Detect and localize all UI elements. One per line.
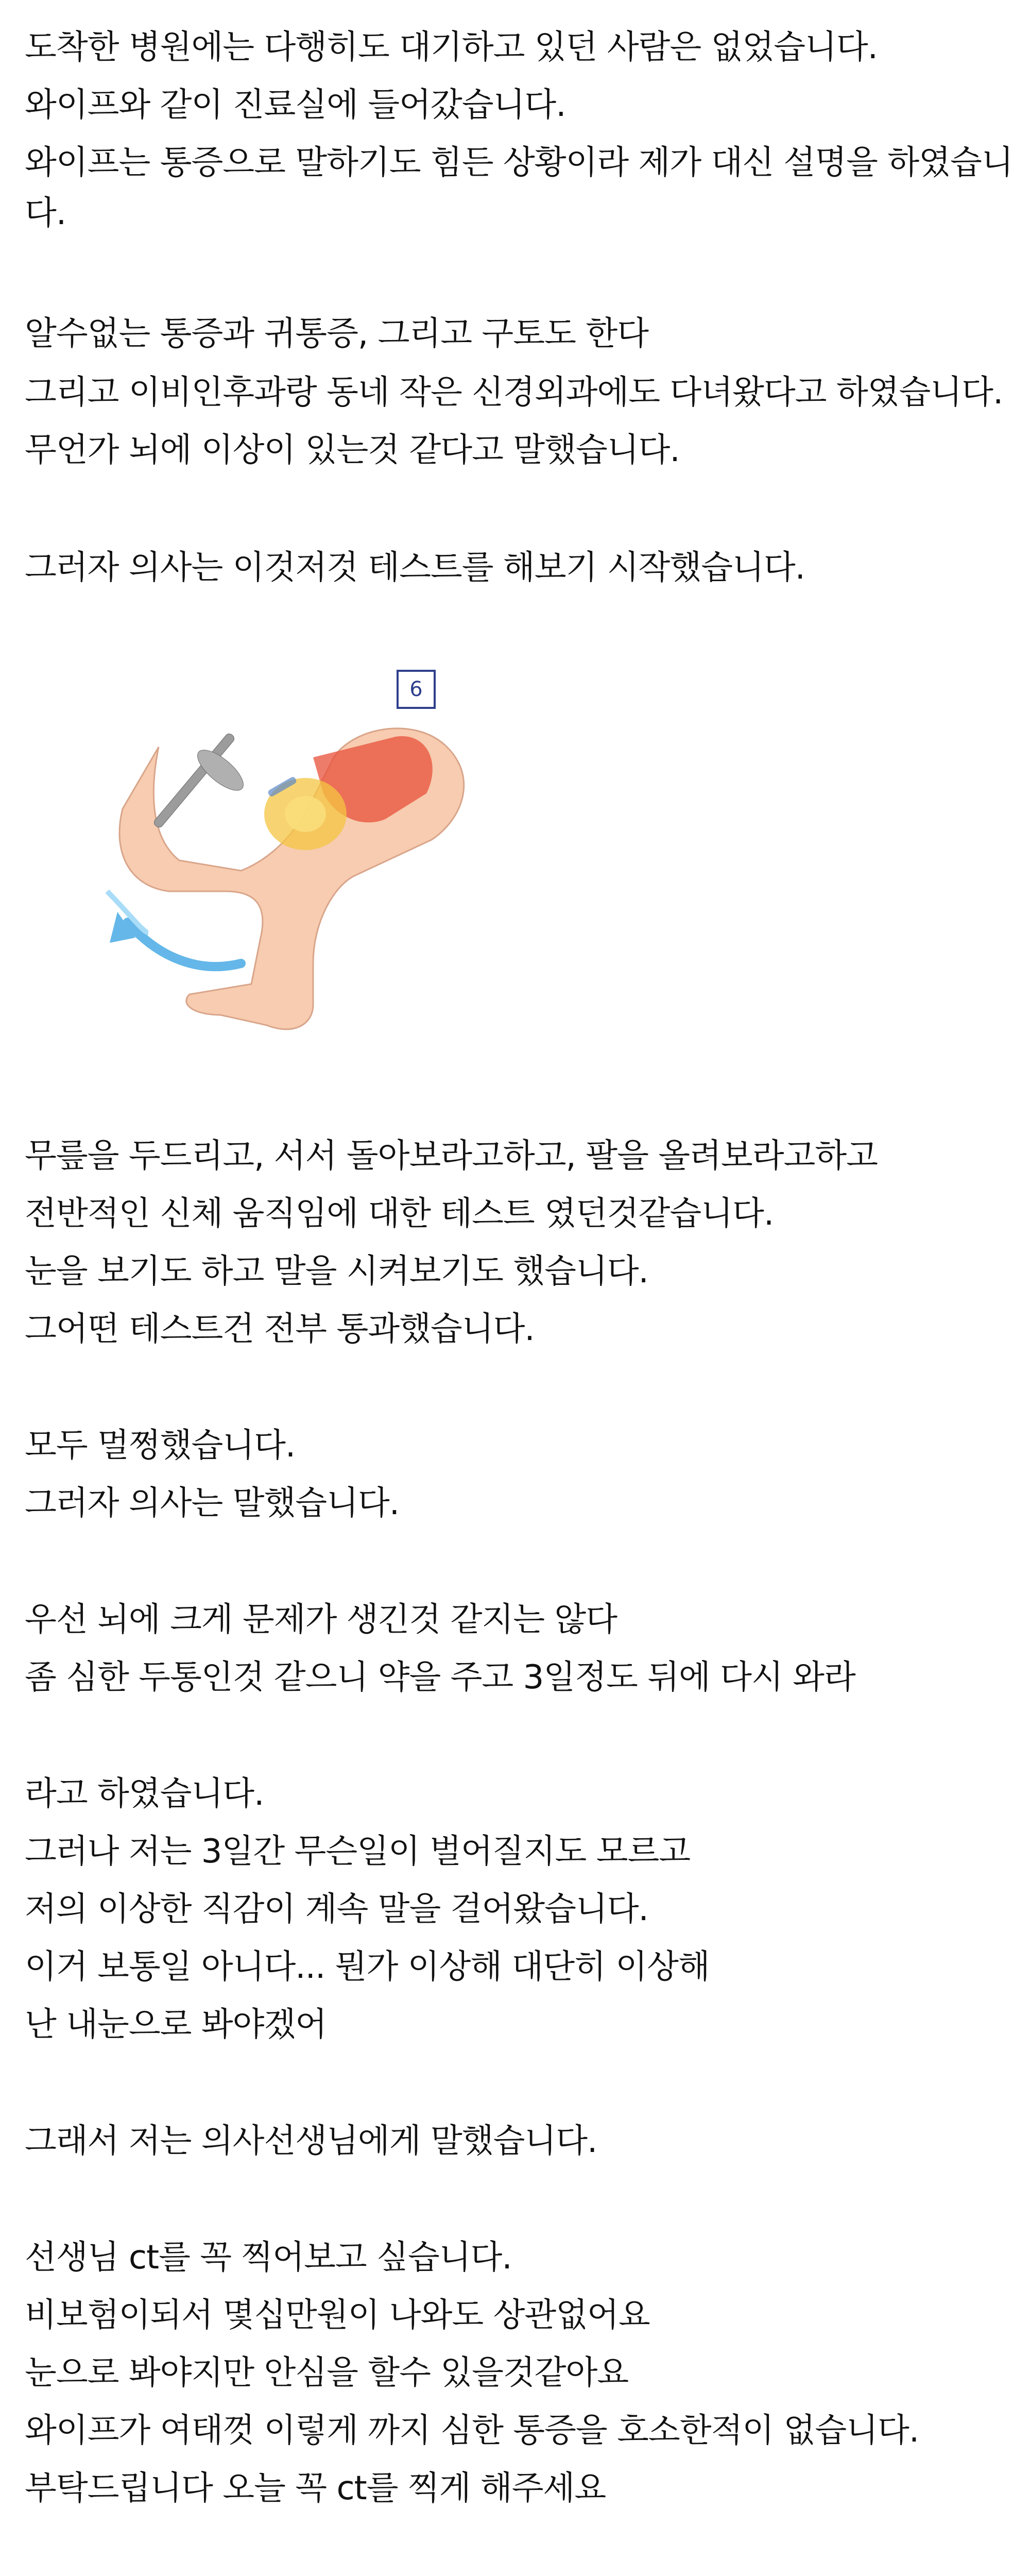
paragraph-line: 와이프는 통증으로 말하기도 힘든 상황이라 제가 대신 설명을 하였습니 [25,144,1013,182]
paragraph-line: 선생님 ct를 꼭 찍어보고 싶습니다. [25,2239,512,2277]
paragraph-line: 다. [25,194,66,232]
paragraph-line: 와이프와 같이 진료실에 들어갔습니다. [25,86,566,124]
paragraph-line: 모두 멀쩡했습니다. [25,1427,296,1465]
paragraph-line: 전반적인 신체 움직임에 대한 테스트 였던것같습니다. [25,1195,774,1233]
paragraph-line: 눈을 보기도 하고 말을 시켜보기도 했습니다. [25,1252,648,1291]
knee-reflex-figure [25,644,1005,1056]
paragraph-line: 그러나 저는 3일간 무슨일이 벌어질지도 모르고 [25,1833,691,1871]
paragraph-line: 그러자 의사는 말했습니다. [25,1484,400,1522]
paragraph-line: 도착한 병원에는 다행히도 대기하고 있던 사람은 없었습니다. [25,28,878,66]
paragraph-line: 눈으로 봐야지만 안심을 할수 있을것같아요 [25,2354,629,2392]
figure-number-badge: 6 [397,670,436,709]
paragraph-line: 저의 이상한 직감이 계속 말을 걸어왔습니다. [25,1890,648,1928]
paragraph-line: 그러자 의사는 이것저것 테스트를 해보기 시작했습니다. [25,549,805,587]
paragraph-line: 알수없는 통증과 귀통증, 그리고 구토도 한다 [25,315,648,353]
paragraph-line: 그어떤 테스트건 전부 통과했습니다. [25,1310,535,1348]
paragraph-line: 좀 심한 두통인것 같으니 약을 주고 3일정도 뒤에 다시 와라 [25,1658,855,1697]
paragraph-line: 그리고 이비인후과랑 동네 작은 신경외과에도 다녀왔다고 하였습니다. [25,374,1003,412]
paragraph-line: 그래서 저는 의사선생님에게 말했습니다. [25,2122,597,2160]
paragraph-line: 우선 뇌에 크게 문제가 생긴것 같지는 않다 [25,1601,617,1639]
paragraph-line: 무언가 뇌에 이상이 있는것 같다고 말했습니다. [25,431,680,469]
paragraph-line: 부탁드립니다 오늘 꼭 ct를 찍게 해주세요 [25,2469,606,2507]
paragraph-line: 이거 보통일 아니다... 뭔가 이상해 대단히 이상해 [25,1948,710,1986]
paragraph-line: 무릎을 두드리고, 서서 돌아보라고하고, 팔을 올려보라고하고 [25,1137,878,1175]
knee-reflex-illustration-icon [25,644,1005,1056]
paragraph-line: 라고 하였습니다. [25,1775,264,1813]
paragraph-line: 와이프가 여태껏 이렇게 까지 심한 통증을 호소한적이 없습니다. [25,2412,919,2450]
paragraph-line: 난 내눈으로 봐야겠어 [25,2006,327,2044]
paragraph-line: 비보험이되서 몇십만원이 나와도 상관없어요 [25,2296,650,2334]
